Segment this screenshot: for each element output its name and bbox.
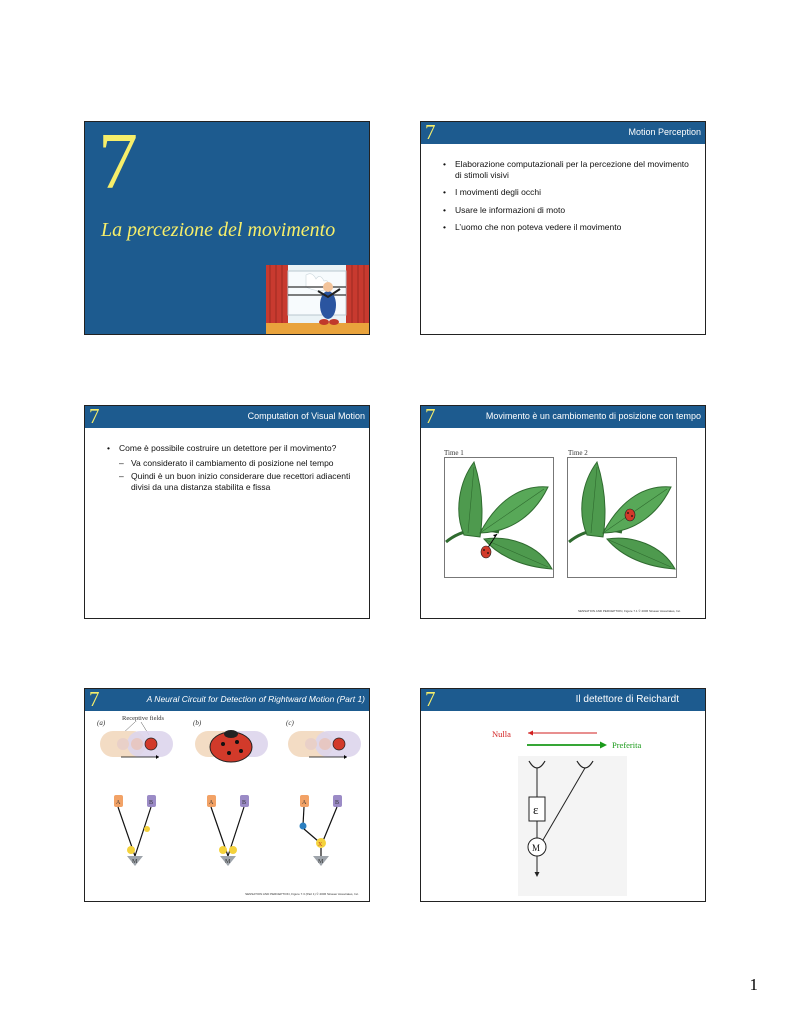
- preferita-label: Preferita: [612, 740, 642, 750]
- slide-heading: Motion Perception: [628, 127, 701, 137]
- reichardt-diagram: [421, 711, 705, 901]
- sub-bullet-item: – Va considerato il cambiamento di posizione nel tempo: [107, 458, 357, 469]
- chapter-number: 7: [98, 121, 138, 206]
- slide-header: [421, 689, 705, 711]
- time1-label: Time 1: [444, 449, 464, 457]
- bullet-item: • Usare le informazioni di moto: [443, 205, 693, 216]
- cartoon-illustration: [266, 265, 370, 334]
- neuron-m-label: M: [225, 859, 231, 865]
- neuron-a-label: A: [116, 800, 121, 806]
- slide-header: [85, 406, 369, 428]
- neuron-m-label: M: [318, 859, 324, 865]
- slide-header: [421, 122, 705, 144]
- slide-motion-perception: [420, 121, 706, 335]
- delay-epsilon-label: ε: [533, 802, 539, 817]
- chapter-number: 7: [425, 405, 436, 428]
- slide-heading: Computation of Visual Motion: [247, 411, 365, 421]
- page-number: 1: [749, 975, 758, 994]
- chapter-number: 7: [89, 688, 100, 711]
- neural-circuit-figure: [85, 711, 369, 901]
- slide-title: [84, 121, 370, 335]
- slide-neural-circuit: [84, 688, 370, 902]
- multiplier-m-label: M: [532, 843, 541, 853]
- bullet-list: [443, 159, 693, 240]
- leaf-image-time2: [567, 457, 677, 578]
- chapter-number: 7: [89, 405, 100, 428]
- slide-header: [85, 689, 369, 711]
- slide-heading: Movimento è un cambiomento di posizione con tempo: [485, 411, 701, 421]
- slide-header: [421, 406, 705, 428]
- slide-reichardt: [420, 688, 706, 902]
- bullet-item: • L’uomo che non poteva vedere il movimento: [443, 222, 693, 233]
- leaf-image-time1: [444, 457, 554, 578]
- neuron-b-label: B: [242, 800, 247, 806]
- neuron-b-label: B: [335, 800, 340, 806]
- slide-computation: [84, 405, 370, 619]
- neuron-m-label: M: [132, 859, 138, 865]
- slide-position-change: [420, 405, 706, 619]
- nulla-label: Nulla: [492, 729, 511, 739]
- time2-label: Time 2: [568, 449, 588, 457]
- bullet-item: • I movimenti degli occhi: [443, 187, 693, 198]
- chapter-number: 7: [425, 688, 436, 711]
- panel-a-label: (a): [97, 719, 106, 727]
- bullet-item: • Come è possibile costruire un detettore per il movimento?: [107, 443, 357, 454]
- bullet-list: [107, 443, 357, 495]
- receptive-fields-label: Receptive fields: [122, 715, 165, 722]
- panel-b-label: (b): [193, 719, 202, 727]
- neuron-b-label: B: [149, 800, 154, 806]
- figure-credit: SENSATION AND PERCEPTION, Figure 7.3 (Part 1) © 2006 Sinauer Associates, Inc.: [245, 892, 359, 896]
- slide-heading: A Neural Circuit for Detection of Rightward Motion (Part 1): [146, 694, 365, 704]
- sub-bullet-item: – Quindi è un buon inizio considerare due recettori adiacenti divisi da una distanza stabilita e fissa: [107, 471, 357, 492]
- neuron-x-label: X: [318, 842, 323, 848]
- panel-c-label: (c): [286, 719, 294, 727]
- chapter-number: 7: [425, 121, 436, 144]
- bullet-item: • Elaborazione computazionali per la percezione del movimento di stimoli visivi: [443, 159, 693, 180]
- neuron-a-label: A: [209, 800, 214, 806]
- figure-credit: SENSATION AND PERCEPTION, Figure 7.1 © 2006 Sinauer Associates, Inc.: [577, 609, 681, 613]
- slide-title-text: La percezione del movimento: [101, 219, 336, 241]
- neuron-a-label: A: [302, 800, 307, 806]
- slide-heading: Il detettore di Reichardt: [575, 694, 679, 705]
